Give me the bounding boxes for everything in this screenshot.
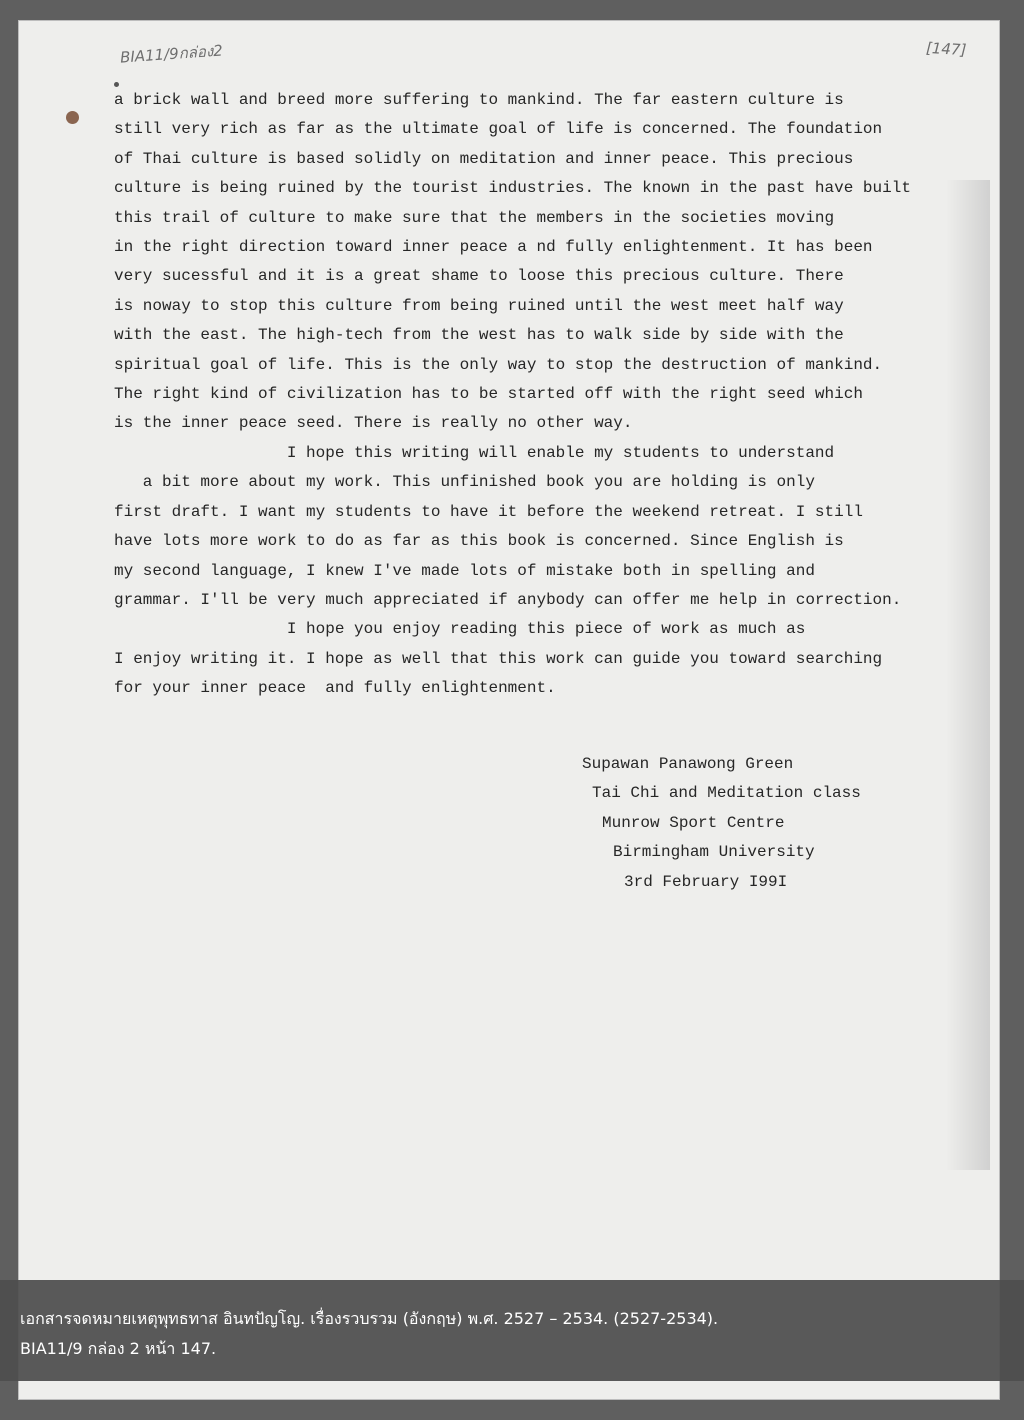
typed-line: of Thai culture is based solidly on meditation and inner peace. This precious — [114, 149, 854, 168]
caption-title: เอกสารจดหมายเหตุพุทธทาส อินทปัญโญ. เรื่องรวบรวม (อังกฤษ) พ.ศ. 2527 – 2534. (2527-2534). — [20, 1309, 719, 1328]
typed-line: grammar. I'll be very much appreciated if anybody can offer me help in correction. — [114, 590, 902, 609]
signature-line: Supawan Panawong Green — [582, 755, 794, 773]
typed-line: I hope this writing will enable my students to understand — [114, 443, 835, 462]
page-number-mark: [147] — [925, 38, 967, 60]
photocopy-edge-shadow — [946, 180, 990, 1170]
typed-line: have lots more work to do as far as this book is concerned. Since English is — [114, 532, 844, 551]
typed-line: for your inner peace and fully enlightenment. — [114, 679, 556, 698]
typed-line: spiritual goal of life. This is the only way to stop the destruction of mankind. — [114, 355, 883, 374]
typed-line: is noway to stop this culture from being ruined until the west meet half way — [114, 296, 844, 315]
caption-reference: BIA11/9 กล่อง 2 หน้า 147. — [20, 1339, 217, 1358]
typed-line: with the east. The high-tech from the west has to walk side by side with the — [114, 326, 844, 345]
typed-line: my second language, I knew I've made lots of mistake both in spelling and — [114, 561, 815, 580]
typed-line: I hope you enjoy reading this piece of work as much as — [114, 620, 806, 639]
typed-line: culture is being ruined by the tourist industries. The known in the past have built — [114, 179, 911, 198]
typed-line: first draft. I want my students to have it before the weekend retreat. I still — [114, 502, 863, 521]
signature-block — [582, 750, 861, 897]
signature-line: Birmingham University — [613, 843, 815, 862]
signature-line: Munrow Sport Centre — [602, 813, 785, 832]
archive-reference-note: BIA11/9กล่อง2 — [119, 41, 224, 67]
typed-line: very sucessful and it is a great shame to loose this precious culture. There — [114, 267, 844, 286]
typed-line: The right kind of civilization has to be started off with the right seed which — [114, 385, 863, 404]
typed-line: in the right direction toward inner peace a nd fully enlightenment. It has been — [114, 238, 873, 257]
signature-line: 3rd February I99I — [624, 872, 788, 891]
typed-line: still very rich as far as the ultimate goal of life is concerned. The foundation — [114, 120, 883, 139]
punch-hole-stain — [66, 111, 79, 124]
typed-line: a brick wall and breed more suffering to mankind. The far eastern culture is — [114, 91, 844, 109]
signature-line: Tai Chi and Meditation class — [592, 784, 861, 803]
archive-caption — [0, 1280, 1024, 1381]
typed-line: a bit more about my work. This unfinished book you are holding is only — [114, 473, 815, 492]
typed-line: is the inner peace seed. There is really no other way. — [114, 414, 633, 433]
typed-letter-body — [114, 86, 944, 704]
typed-line: I enjoy writing it. I hope as well that this work can guide you toward searching — [114, 649, 883, 668]
typed-line: this trail of culture to make sure that the members in the societies moving — [114, 208, 835, 227]
